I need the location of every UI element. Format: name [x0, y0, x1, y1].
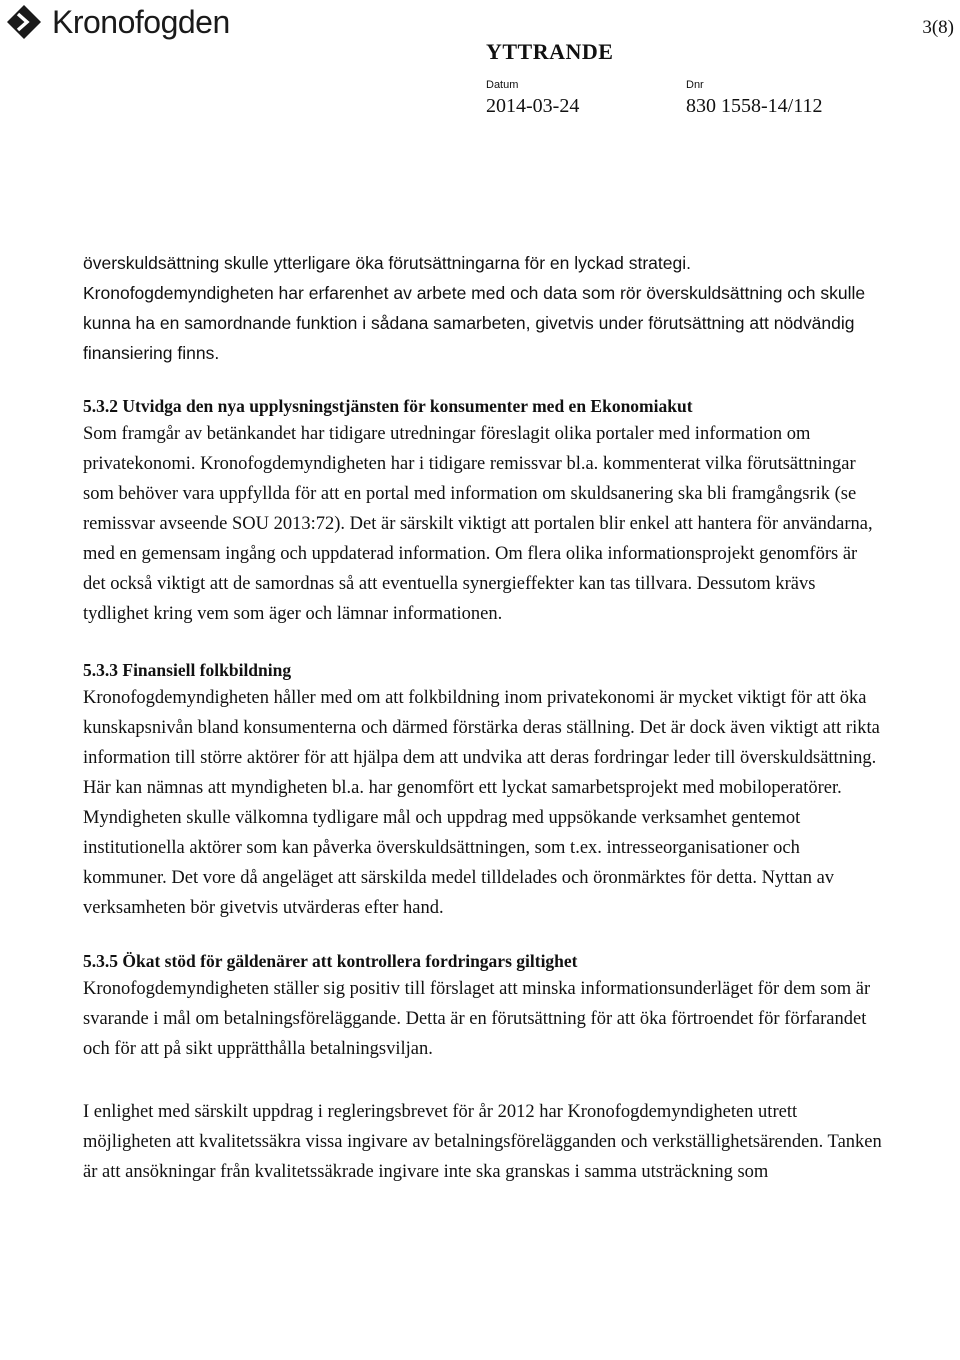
document-body: [83, 248, 883, 1187]
section-paragraph: Som framgår av betänkandet har tidigare utredningar föreslagit olika portaler med information om privatekonomi. Kronofogdemyndigheten har i tidigare remissvar bl.a. kommenterat vilka förutsättningar som behöver vara uppfyllda för att en portal med information om skuldsanering ska bli framgångsrik (se remissvar avseende SOU 2013:72). Det är särskilt viktigt att portalen blir enkel att hantera för användarna, med en gemensam ingång och uppdaterad information. Om flera olika informationsprojekt genomförs är det också viktigt att de samordnas så att eventuella synergieffekter kan tas tillvara. Dessutom krävs tydlighet kring vem som äger och lämnar informationen.: [83, 424, 873, 624]
kronofogden-logo: [6, 4, 230, 40]
intro-paragraph: överskuldsättning skulle ytterligare öka förutsättningarna för en lyckad strategi. Kronofogdemyndigheten har erfarenhet av arbete med och data som rör överskuldsättning och skulle kunna ha en samordnande funktion i sådana samarbeten, givetvis under förutsättning att nödvändig finansiering finns.: [83, 253, 866, 363]
closing-paragraph: I enlighet med särskilt uppdrag i regleringsbrevet för år 2012 har Kronofogdemyndigheten utrett möjligheten att kvalitetssäkra vissa ingivare av betalningsförelägganden och verkställighetsärenden. Tanken är att ansökningar från kvalitetssäkrade ingivare inte ska granskas i samma utsträckning som: [83, 1102, 882, 1182]
section-heading: 5.3.2 Utvidga den nya upplysningstjänsten för konsumenter med en Ekonomiakut: [83, 396, 693, 416]
section-paragraph: Kronofogdemyndigheten ställer sig positiv till förslaget att minska informationsunderläget för dem som är svarande i mål om betalningsföreläggande. Detta är en förutsättning för att öka förtroendet för förfarandet och för att på sikt upprätthålla betalningsviljan.: [83, 979, 871, 1059]
kronofogden-logo-icon: [6, 4, 48, 40]
logo-text: Kronofogden: [52, 4, 230, 40]
page-number: 3(8): [922, 17, 954, 38]
dnr-value: 830 1558-14/112: [686, 95, 823, 117]
date-label: Datum: [486, 79, 519, 91]
date-value: 2014-03-24: [486, 95, 580, 117]
dnr-label: Dnr: [686, 79, 704, 91]
document-type: YTTRANDE: [486, 39, 614, 64]
section-heading: 5.3.5 Ökat stöd för gäldenärer att kontrollera fordringars giltighet: [83, 951, 578, 971]
section-paragraph: Kronofogdemyndigheten håller med om att folkbildning inom privatekonomi är mycket viktigt för att öka kunskapsnivån bland konsumenterna och därmed förstärka deras ställning. Det är dock även viktigt att rikta information till större aktörer för att hjälpa dem att undvika att deras fordringar leder till överskuldsättning. Här kan nämnas att myndigheten bl.a. har genomfört ett lyckat samarbetsprojekt med mobiloperatörer. Myndigheten skulle välkomna tydligare mål och uppdrag med uppsökande verksamhet gentemot institutionella aktörer som kan påverka överskuldsättningen, som t.ex. intresseorganisationer och kommuner. Det vore då angeläget att särskilda medel tilldelades och öronmärktes för detta. Nyttan av verksamheten bör givetvis utvärderas efter hand.: [83, 688, 880, 918]
section-heading: 5.3.3 Finansiell folkbildning: [83, 660, 292, 680]
